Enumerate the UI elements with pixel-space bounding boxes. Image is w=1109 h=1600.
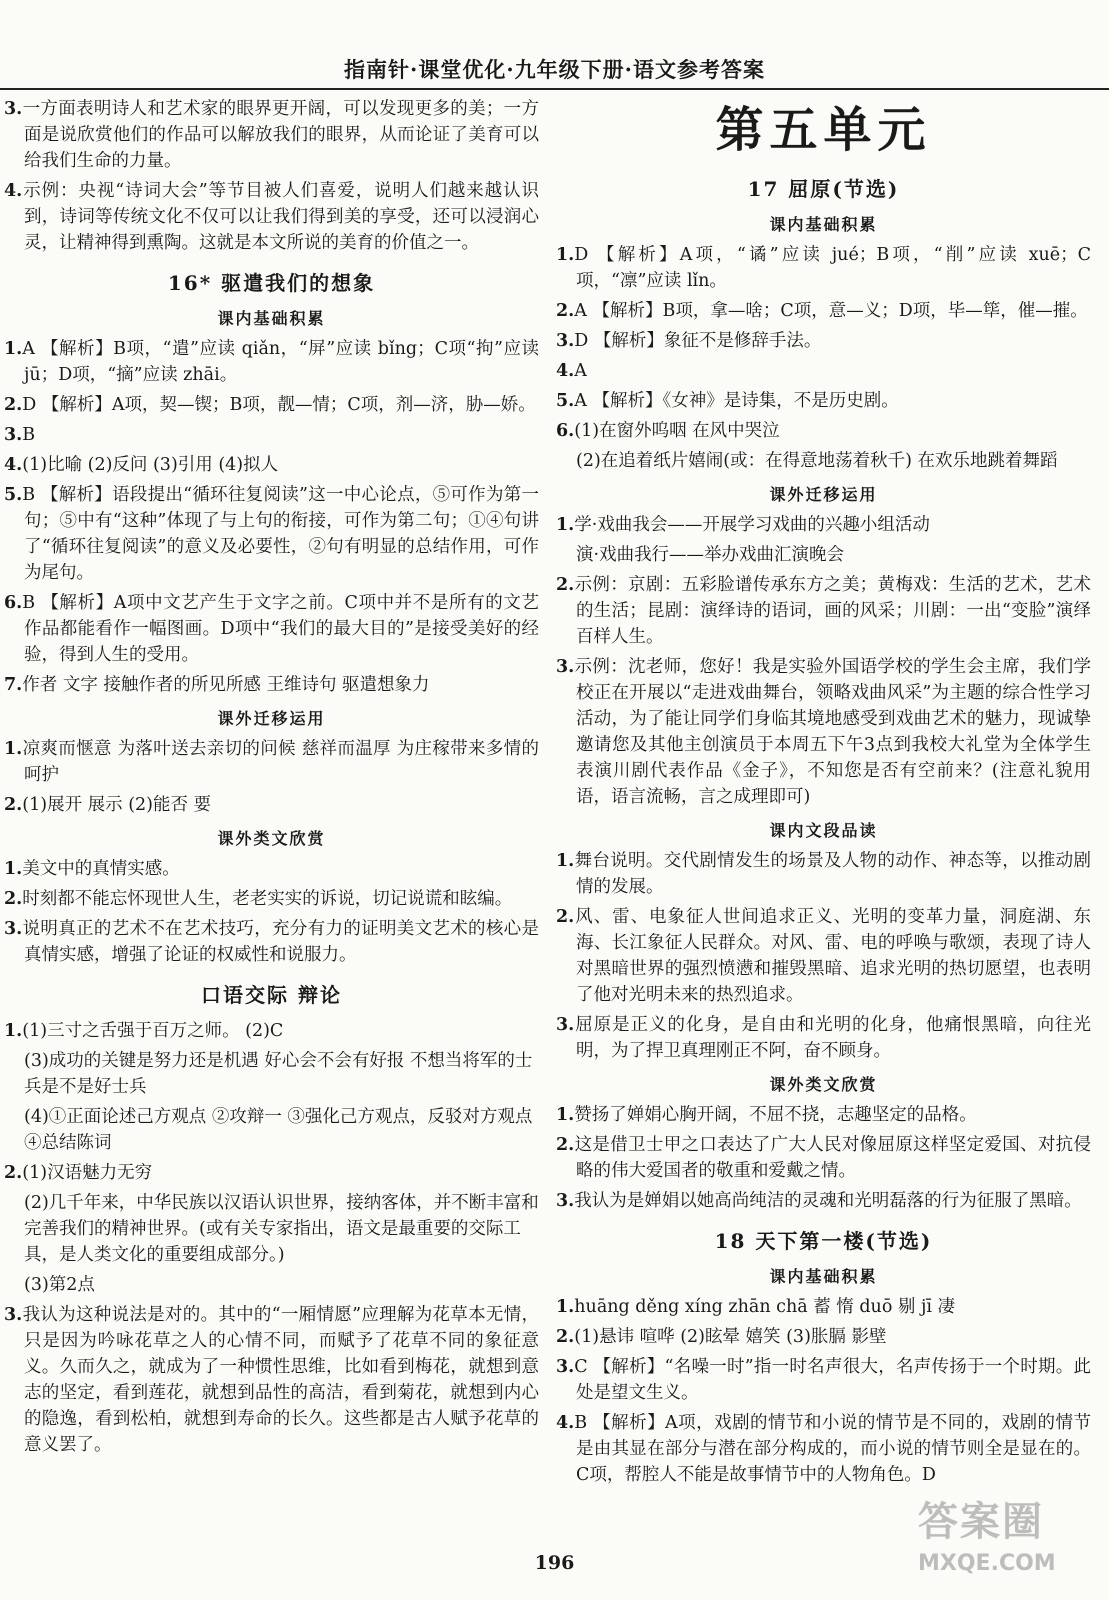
answer-item: 1.舞台说明。交代剧情发生的场景及人物的动作、神态等，以推动剧情的发展。 — [556, 851, 1091, 897]
lesson-18-title: 18 天下第一楼(节选) — [714, 1229, 933, 1253]
answer-item: 1.学·戏曲我会——开展学习戏曲的兴趣小组活动 — [556, 515, 930, 535]
answer-item: 1.huāng děng xíng zhān chā 蓄 惰 duō 剔 jī 凄 — [556, 1297, 956, 1317]
left-column — [4, 96, 539, 1536]
answer-item: 2.D 【解析】A项，契—锲；B项，靓—情；C项，剂—济，胁—娇。 — [4, 395, 536, 415]
answer-subitem: (2)几千年来，中华民族以汉语认识世界，接纳客体，并不断丰富和完善我们的精神世界。(或有关专家指出，语文是最重要的交际工具，是人类文化的重要组成部分。) — [24, 1193, 539, 1265]
section-heading: 课外迁移运用 — [769, 485, 878, 504]
answer-item: 3.我认为是婵娟以她高尚纯洁的灵魂和光明磊落的行为征服了黑暗。 — [556, 1191, 1082, 1211]
answer-subitem: (2)在追着纸片嬉闹(或：在得意地荡着秋千) 在欢乐地跳着舞蹈 — [576, 451, 1058, 471]
section-heading: 课内基础积累 — [217, 309, 326, 328]
right-column — [556, 96, 1091, 1536]
answer-item: 5.A 【解析】《女神》是诗集，不是历史剧。 — [556, 391, 899, 411]
answer-item: 3.一方面表明诗人和艺术家的眼界更开阔，可以发现更多的美；一方面是说欣赏他们的作品可以解放我们的眼界，从而论证了美育可以给我们生命的力量。 — [4, 99, 539, 171]
answer-item: 4.A — [556, 361, 587, 381]
answer-item: 3.屈原是正义的化身，是自由和光明的化身，他痛恨黑暗，向往光明，为了捍卫真理刚正不阿，奋不顾身。 — [556, 1015, 1091, 1061]
page-number: 196 — [534, 1552, 575, 1574]
running-header: 指南针·课堂优化·九年级下册·语文参考答案 — [344, 57, 765, 82]
answer-item: 3.B — [4, 425, 36, 445]
answer-item: 3.我认为这种说法是对的。其中的“一厢情愿”应理解为花草本无情，只是因为吟咏花草之人的心情不同，而赋予了花草不同的象征意义。久而久之，就成为了一种惯性思维，比如看到梅花，就想到意志的坚定，看到莲花，就想到品性的高洁，看到菊花，就想到内心的隐逸，看到松柏，就想到寿命的长久。这些都是古人赋予花草的意义罢了。 — [4, 1305, 539, 1455]
answer-item: 2.风、雷、电象征人世间追求正义、光明的变革力量，洞庭湖、东海、长江象征人民群众。对风、雷、电的呼唤与歌颂，表现了诗人对黑暗世界的强烈愤懑和摧毁黑暗、追求光明的热切愿望，也表明了他对光明未来的热烈追求。 — [556, 907, 1091, 1005]
answer-item: 2.(1)汉语魅力无穷 — [4, 1163, 153, 1183]
answer-item: 1.A 【解析】B项，“遣”应读 qiǎn，“屏”应读 bǐng；C项“拘”应读 jū；D项，“摘”应读 zhāi。 — [4, 339, 539, 385]
answer-item: 5.B 【解析】语段提出“循环往复阅读”这一中心论点，⑤可作为第一句；⑤中有“这种”体现了与上句的衔接，可作为第二句；①④句讲了“循环往复阅读”的意义及必要性，②句有明显的总结作用，可作为尾句。 — [4, 485, 539, 583]
answer-item: 1.美文中的真情实感。 — [4, 859, 180, 879]
section-heading: 课内文段品读 — [769, 821, 878, 840]
answer-item: 2.这是借卫士甲之口表达了广大人民对像屈原这样坚定爱国、对抗侵略的伟大爱国者的敬重和爱戴之情。 — [556, 1135, 1091, 1181]
answer-item: 2.A 【解析】B项，拿—啥；C项，意—义；D项，毕—筚，催—摧。 — [556, 301, 1088, 321]
answer-item: 2.时刻都不能忘怀现世人生，老老实实的诉说，切记说谎和眩编。 — [4, 889, 513, 909]
answer-item: 1.赞扬了婵娟心胸开阔，不屈不挠，志趣坚定的品格。 — [556, 1105, 977, 1125]
answer-item: 3.D 【解析】象征不是修辞手法。 — [556, 331, 822, 351]
answer-item: 6.B 【解析】A项中文艺产生于文字之前。C项中并不是所有的文艺作品都能看作一幅图画。D项中“我们的最大目的”是接受美好的经验，得到人生的受用。 — [4, 593, 539, 665]
watermark-sub: MXQE.COM — [918, 1551, 1056, 1576]
answer-item: 3.示例：沈老师，您好！我是实验外国语学校的学生会主席，我们学校正在开展以“走进戏曲舞台，领略戏曲风采”为主题的综合性学习活动，为了能让同学们身临其境地感受到戏曲艺术的魅力，现诚挚邀请您及其他主创演员于本周五下午3点到我校大礼堂为全体学生表演川剧代表作品《金子》，不知您是否有空前来？(注意礼貌用语，语言流畅，言之成理即可) — [556, 657, 1091, 807]
lesson-17-title: 17 屈原(节选) — [747, 177, 900, 201]
answer-item: 4.(1)比喻 (2)反问 (3)引用 (4)拟人 — [4, 455, 279, 475]
answer-item: 4.B 【解析】A项，戏剧的情节和小说的情节是不同的，戏剧的情节是由其显在部分与潜在部分构成的，而小说的情节则全是显在的。C项，帮腔人不能是故事情节中的人物角色。D — [556, 1413, 1091, 1485]
answer-subitem: 演·戏曲我行——举办戏曲汇演晚会 — [576, 545, 845, 565]
answer-item: 2.示例：京剧：五彩脸谱传承东方之美；黄梅戏：生活的艺术，艺术的生活；昆剧：演绎诗的语词，画的风采；川剧：一出“变脸”演绎百样人生。 — [556, 575, 1091, 647]
answer-item: 2.(1)展开 展示 (2)能否 要 — [4, 795, 212, 815]
answer-item: 7.作者 文字 接触作者的所见所感 王维诗句 驱遣想象力 — [4, 675, 430, 695]
section-heading: 课外迁移运用 — [217, 709, 326, 728]
answer-subitem: (4)①正面论述己方观点 ②攻辩一 ③强化己方观点，反驳对方观点 ④总结陈词 — [24, 1107, 533, 1153]
answer-item: 6.(1)在窗外呜咽 在风中哭泣 — [556, 421, 780, 441]
section-heading: 课外类文欣赏 — [217, 829, 326, 848]
oral-communication-title: 口语交际 辩论 — [201, 983, 342, 1007]
pre-items — [4, 96, 539, 256]
answer-item: 1.凉爽而惬意 为落叶送去亲切的问候 慈祥而温厚 为庄稼带来多情的呵护 — [4, 739, 539, 785]
answer-item: 4.示例：央视“诗词大会”等节目被人们喜爱，说明人们越来越认识到，诗词等传统文化不仅可以让我们得到美的享受，还可以浸润心灵，让精神得到熏陶。这就是本文所说的美育的价值之一。 — [4, 181, 539, 253]
unit-title: 第五单元 — [715, 102, 932, 158]
answer-subitem: (3)第2点 — [24, 1275, 95, 1295]
answer-item: 2.(1)悬讳 喧哗 (2)眩晕 嬉笑 (3)胀膈 影壁 — [556, 1327, 887, 1347]
watermark-main: 答案圈 — [918, 1499, 1044, 1545]
watermark-logo — [918, 1490, 1096, 1590]
section-heading: 课内基础积累 — [769, 215, 878, 234]
header-divider — [0, 88, 1109, 90]
answer-item: 1.(1)三寸之舌强于百万之师。 (2)C — [4, 1021, 284, 1041]
section-heading: 课内基础积累 — [769, 1267, 878, 1286]
answer-item: 3.说明真正的艺术不在艺术技巧，充分有力的证明美文艺术的核心是真情实感，增强了论证的权威性和说服力。 — [4, 919, 539, 965]
answer-item: 1.D 【解析】A项，“谲”应读 jué；B项，“削”应读 xuē；C项，“凛”应读 lǐn。 — [556, 245, 1091, 291]
answer-item: 3.C 【解析】“名噪一时”指一时名声很大，名声传扬于一个时期。此处是望文生义。 — [556, 1357, 1091, 1403]
lesson-16-title: 16* 驱遣我们的想象 — [167, 271, 376, 295]
answer-subitem: (3)成功的关键是努力还是机遇 好心会不会有好报 不想当将军的士兵是不是好士兵 — [24, 1051, 533, 1097]
section-heading: 课外类文欣赏 — [769, 1075, 878, 1094]
